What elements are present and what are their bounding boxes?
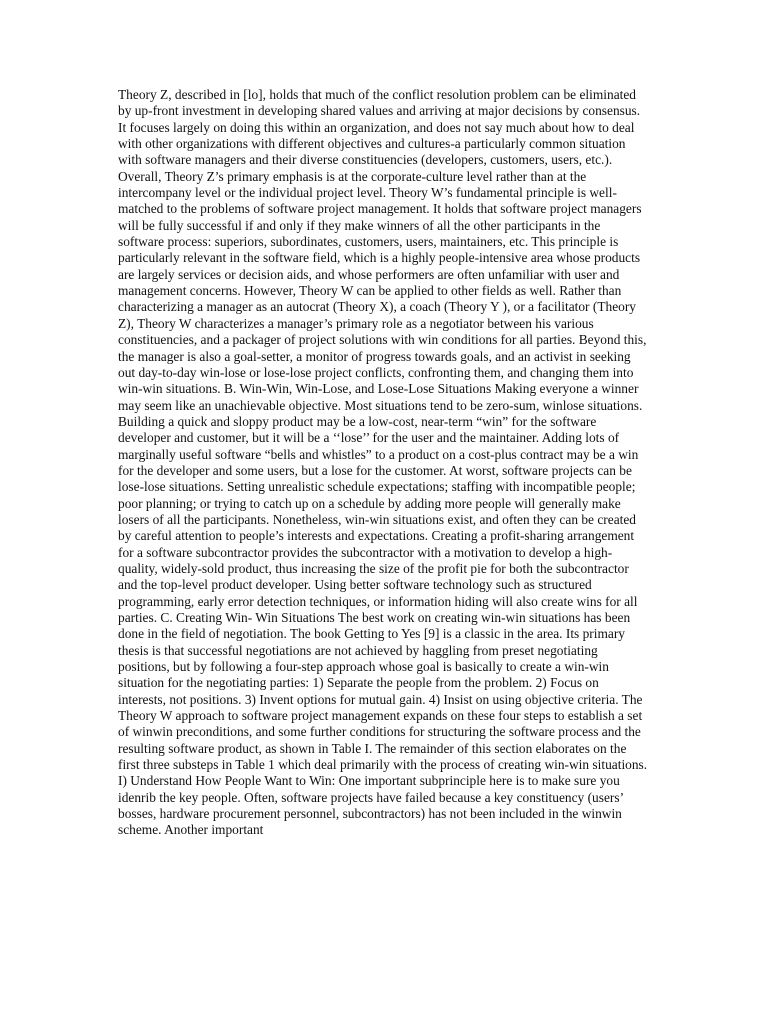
body-paragraph: Theory Z, described in [lo], holds that much of the conflict resolution problem can be eliminated by up-front investment in developing shared values and arriving at major decisions by consensus. It focuses largely on doing this within an organization, and does not say much about how to deal with other organizations with different objectives and cultures-a particularly common situation with software managers and their diverse constituencies (developers, customers, users, etc.). Overall, Theory Z’s primary emphasis is at the corporate-culture level rather than at the intercompany level or the individual project level. Theory W’s fundamental principle is well-matched to the problems of software project management. It holds that software project managers will be fully successful if and only if they make winners of all the other participants in the software process: superiors, subordinates, customers, users, maintainers, etc. This principle is particularly relevant in the software field, which is a highly people-intensive area whose products are largely services or decision aids, and whose performers are often unfamiliar with user and management concerns. However, Theory W can be applied to other fields as well. Rather than characterizing a manager as an autocrat (Theory X), a coach (Theory Y ), or a facilitator (Theory Z), Theory W characterizes a manager’s primary role as a negotiator between his various constituencies, and a packager of project solutions with win conditions for all parties. Beyond this, the manager is also a goal-setter, a monitor of progress towards goals, and an activist in seeking out day-to-day win-lose or lose-lose project conflicts, confronting them, and changing them into win-win situations. B. Win-Win, Win-Lose, and Lose-Lose Situations Making everyone a winner may seem like an unachievable objective. Most situations tend to be zero-sum, winlose situations. Building a quick and sloppy product may be a low-cost, near-term “win” for the software developer and customer, but it will be a ‘‘lose’’ for the user and the maintainer. Adding lots of marginally useful software “bells and whistles” to a product on a cost-plus contract may be a win for the developer and some users, but a lose for the customer. At worst, software projects can be lose-lose situations. Setting unrealistic schedule expectations; staffing with incompatible people; poor planning; or trying to catch up on a schedule by adding more people will generally make losers of all the participants. Nonetheless, win-win situations exist, and often they can be created by careful attention to people’s interests and expectations. Creating a profit-sharing arrangement for a software subcontractor provides the subcontractor with a motivation to develop a high-quality, widely-sold product, thus increasing the size of the profit pie for both the subcontractor and the top-level product developer. Using better software technology such as structured programming, early error detection techniques, or information hiding will also create wins for all parties. C. Creating Win- Win Situations The best work on creating win-win situations has been done in the field of negotiation. The book Getting to Yes [9] is a classic in the area. Its primary thesis is that successful negotiations are not achieved by haggling from preset negotiating positions, but by following a four-step approach whose goal is basically to create a win-win situation for the negotiating parties: 1) Separate the people from the problem. 2) Focus on interests, not positions. 3) Invent options for mutual gain. 4) Insist on using objective criteria. The Theory W approach to software project management expands on these four steps to establish a set of winwin preconditions, and some further conditions for structuring the software process and the resulting software product, as shown in Table I. The remainder of this section elaborates on the first three substeps in Table 1 which deal primarily with the process of creating win-win situations. I) Understand How People Want to Win: One important subprinciple here is to make sure you idenrib the key people. Often, software projects have failed because a key constituency (users’ bosses, hardware procurement personnel, subcontractors) has not been included in the winwin scheme. Another important (118, 87, 648, 838)
